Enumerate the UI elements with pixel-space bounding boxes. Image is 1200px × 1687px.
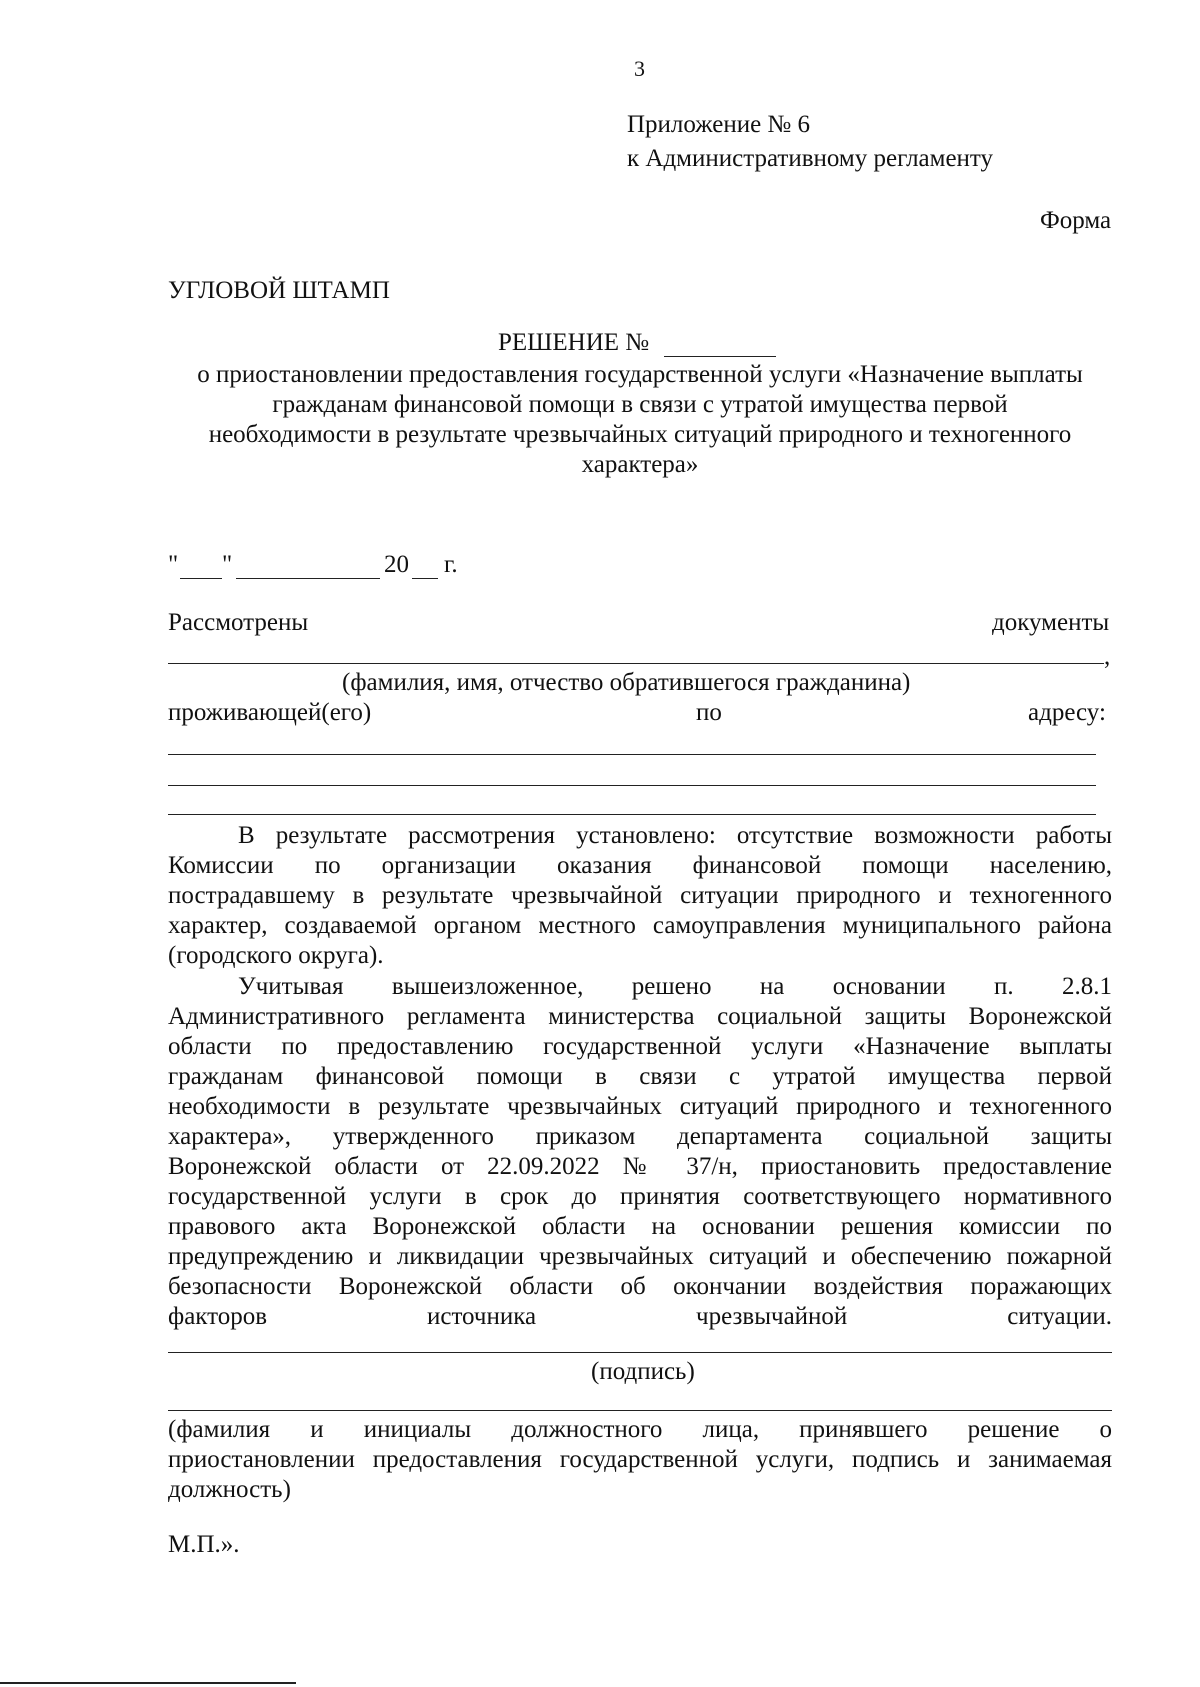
official-caption-line-3: должность) — [168, 1476, 291, 1503]
address-label: адресу: — [1028, 699, 1106, 726]
signature-caption: (подпись) — [591, 1358, 695, 1385]
applicant-name-comma: , — [1104, 643, 1111, 670]
scan-edge-line — [0, 1682, 296, 1684]
appendix-reference: к Административному регламенту — [627, 145, 994, 172]
decision-paragraph-line-11: безопасности Воронежской области об окончании воздействия поражающих — [168, 1273, 1112, 1300]
finding-paragraph-line-5: (городского округа). — [168, 942, 384, 969]
decision-paragraph-line-4: гражданам финансовой помощи в связи с утратой имущества первой — [168, 1063, 1112, 1090]
form-label: Форма — [1040, 207, 1112, 234]
at-label: по — [696, 699, 722, 726]
decision-subtitle-line-3: необходимости в результате чрезвычайных ситуаций природного и техногенного — [208, 421, 1072, 448]
decision-paragraph-line-2: Административного регламента министерства социальной защиты Воронежской — [168, 1003, 1112, 1030]
address-line-1 — [168, 754, 1096, 755]
finding-paragraph-line-2: Комиссии по организации оказания финансовой помощи населению, — [168, 852, 1112, 879]
date-year-prefix: 20 — [384, 551, 409, 578]
residing-label: проживающей(его) — [168, 699, 372, 726]
applicant-name-line — [168, 663, 1104, 664]
decision-title: РЕШЕНИЕ № — [498, 329, 650, 356]
appendix-number: Приложение № 6 — [627, 111, 811, 138]
date-month-blank — [236, 578, 380, 579]
decision-paragraph-line-10: предупреждению и ликвидации чрезвычайных ситуаций и обеспечению пожарной — [168, 1243, 1112, 1270]
finding-paragraph-line-1: В результате рассмотрения установлено: отсутствие возможности работы — [238, 822, 1112, 849]
finding-paragraph-line-3: пострадавшему в результате чрезвычайной ситуации природного и техногенного — [168, 882, 1112, 909]
decision-paragraph-line-8: государственной услуги в срок до принятия соответствующего нормативного — [168, 1183, 1112, 1210]
decision-number-blank — [664, 356, 776, 357]
decision-subtitle-line-2: гражданам финансовой помощи в связи с утратой имущества первой — [272, 391, 1008, 418]
official-line — [168, 1410, 1112, 1411]
decision-subtitle-line-4: характера» — [581, 451, 699, 478]
decision-subtitle-line-1: о приостановлении предоставления государственной услуги «Назначение выплаты — [197, 361, 1083, 388]
page-number: 3 — [634, 56, 645, 81]
documents-label: документы — [992, 609, 1110, 636]
official-caption-line-2: приостановлении предоставления государственной услуги, подпись и занимаемая — [168, 1446, 1112, 1473]
decision-paragraph-line-5: необходимости в результате чрезвычайных ситуаций природного и техногенного — [168, 1093, 1112, 1120]
address-line-3 — [168, 814, 1096, 815]
corner-stamp-label: УГЛОВОЙ ШТАМП — [168, 277, 390, 304]
seal-label: М.П.». — [168, 1531, 240, 1558]
decision-paragraph-line-12: факторов источника чрезвычайной ситуации. — [168, 1303, 1112, 1330]
date-quote-close: " — [222, 551, 233, 578]
decision-paragraph-line-1: Учитывая вышеизложенное, решено на основании п. 2.8.1 — [238, 973, 1112, 1000]
official-caption-line-1: (фамилия и инициалы должностного лица, принявшего решение о — [168, 1416, 1112, 1443]
date-year-suffix: г. — [444, 551, 458, 578]
date-year-blank — [412, 578, 438, 579]
applicant-name-caption: (фамилия, имя, отчество обратившегося гражданина) — [342, 669, 911, 696]
signature-line — [168, 1352, 1112, 1353]
decision-paragraph-line-9: правового акта Воронежской области на основании решения комиссии по — [168, 1213, 1112, 1240]
date-day-blank — [180, 578, 222, 579]
address-line-2 — [168, 785, 1096, 786]
date-quote-open: " — [168, 551, 179, 578]
considered-label: Рассмотрены — [168, 609, 309, 636]
decision-paragraph-line-6: характера», утвержденного приказом департамента социальной защиты — [168, 1123, 1112, 1150]
finding-paragraph-line-4: характер, создаваемой органом местного самоуправления муниципального района — [168, 912, 1112, 939]
decision-paragraph-line-3: области по предоставлению государственной услуги «Назначение выплаты — [168, 1033, 1112, 1060]
decision-paragraph-line-7: Воронежской области от 22.09.2022 № 37/н, приостановить предоставление — [168, 1153, 1112, 1180]
